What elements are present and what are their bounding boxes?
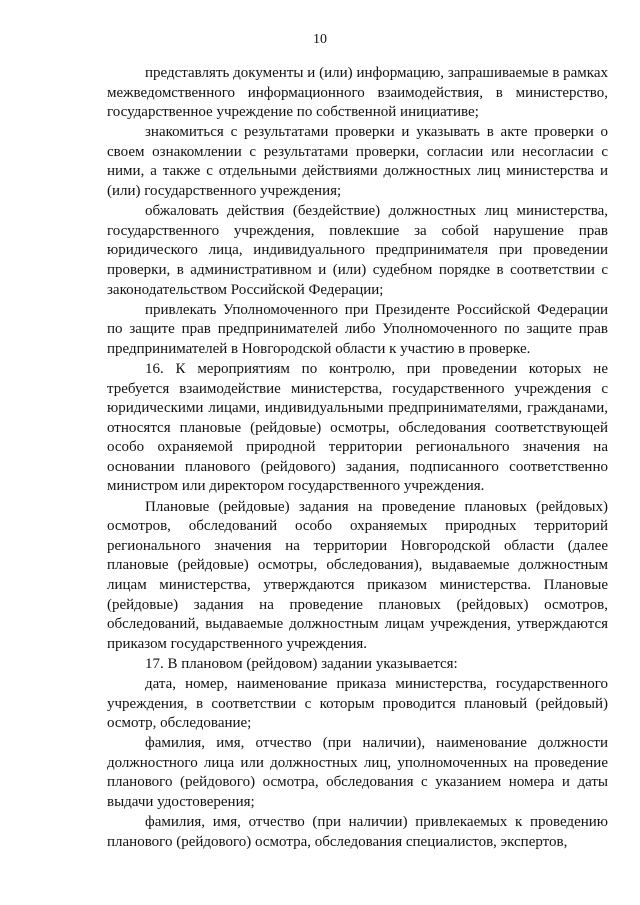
- document-body: [107, 64, 608, 853]
- paragraph-planned-raid-tasks: Плановые (рейдовые) задания на проведение плановых (рейдовых) осмотров, обследований особо охраняемых природных территорий регионального значения на территории Новгородской области (далее плановые (рейдовые) осмотры, обследования), выдаваемые должностным лицам министерства, утверждаются приказом министерства. Плановые (рейдовые) задания на проведение плановых (рейдовых) осмотров, обследований, выдаваемые должностным лицам учреждения, утверждаются приказом государственного учреждения.: [107, 498, 608, 652]
- page-number: 10: [313, 32, 327, 47]
- paragraph-item-17: 17. В плановом (рейдовом) задании указывается:: [145, 655, 458, 672]
- paragraph-appeal-actions: обжаловать действия (бездействие) должностных лиц министерства, государственного учреждения, повлекшие за собой нарушение прав юридического лица, индивидуального предпринимателя при проведении проверки, в административном и (или) судебном порядке в соответствии с законодательством Российской Федерации;: [107, 203, 608, 298]
- paragraph-specialists: фамилия, имя, отчество (при наличии) привлекаемых к проведению планового (рейдового) осмотра, обследования специалистов, экспертов,: [107, 814, 608, 850]
- paragraph-review-results: знакомиться с результатами проверки и указывать в акте проверки о своем ознакомлении с результатами проверки, согласии или несогласии с ними, а также с отдельными действиями должностных лиц министерства и (или) государственного учреждения;: [107, 124, 608, 200]
- paragraph-submit-documents: представлять документы и (или) информацию, запрашиваемые в рамках межведомственного информационного взаимодействия, в министерство, государственное учреждение по собственной инициативе;: [107, 65, 608, 121]
- paragraph-ombudsman: привлекать Уполномоченного при Президенте Российской Федерации по защите прав предпринимателей либо Уполномоченного по защите прав предпринимателей в Новгородской области к участию в проверке.: [107, 301, 608, 357]
- paragraph-order-details: дата, номер, наименование приказа министерства, государственного учреждения, в соответствии с которым проводится плановый (рейдовый) осмотр, обследование;: [107, 675, 608, 732]
- paragraph-officials: фамилия, имя, отчество (при наличии), наименование должности должностного лица или должностных лиц, уполномоченных на проведение планового (рейдового) осмотра, обследования с указанием номера и даты выдачи удостоверения;: [107, 735, 608, 810]
- paragraph-item-16: 16. К мероприятиям по контролю, при проведении которых не требуется взаимодействие министерства, государственного учреждения с юридическими лицами, индивидуальными предпринимателями, гражданами, относятся плановые (рейдовые) осмотры, обследования соответствующей особо охраняемой природной территории регионального значения на основании планового (рейдового) задания, подписанного соответственно министром или директором государственного учреждения.: [107, 360, 608, 495]
